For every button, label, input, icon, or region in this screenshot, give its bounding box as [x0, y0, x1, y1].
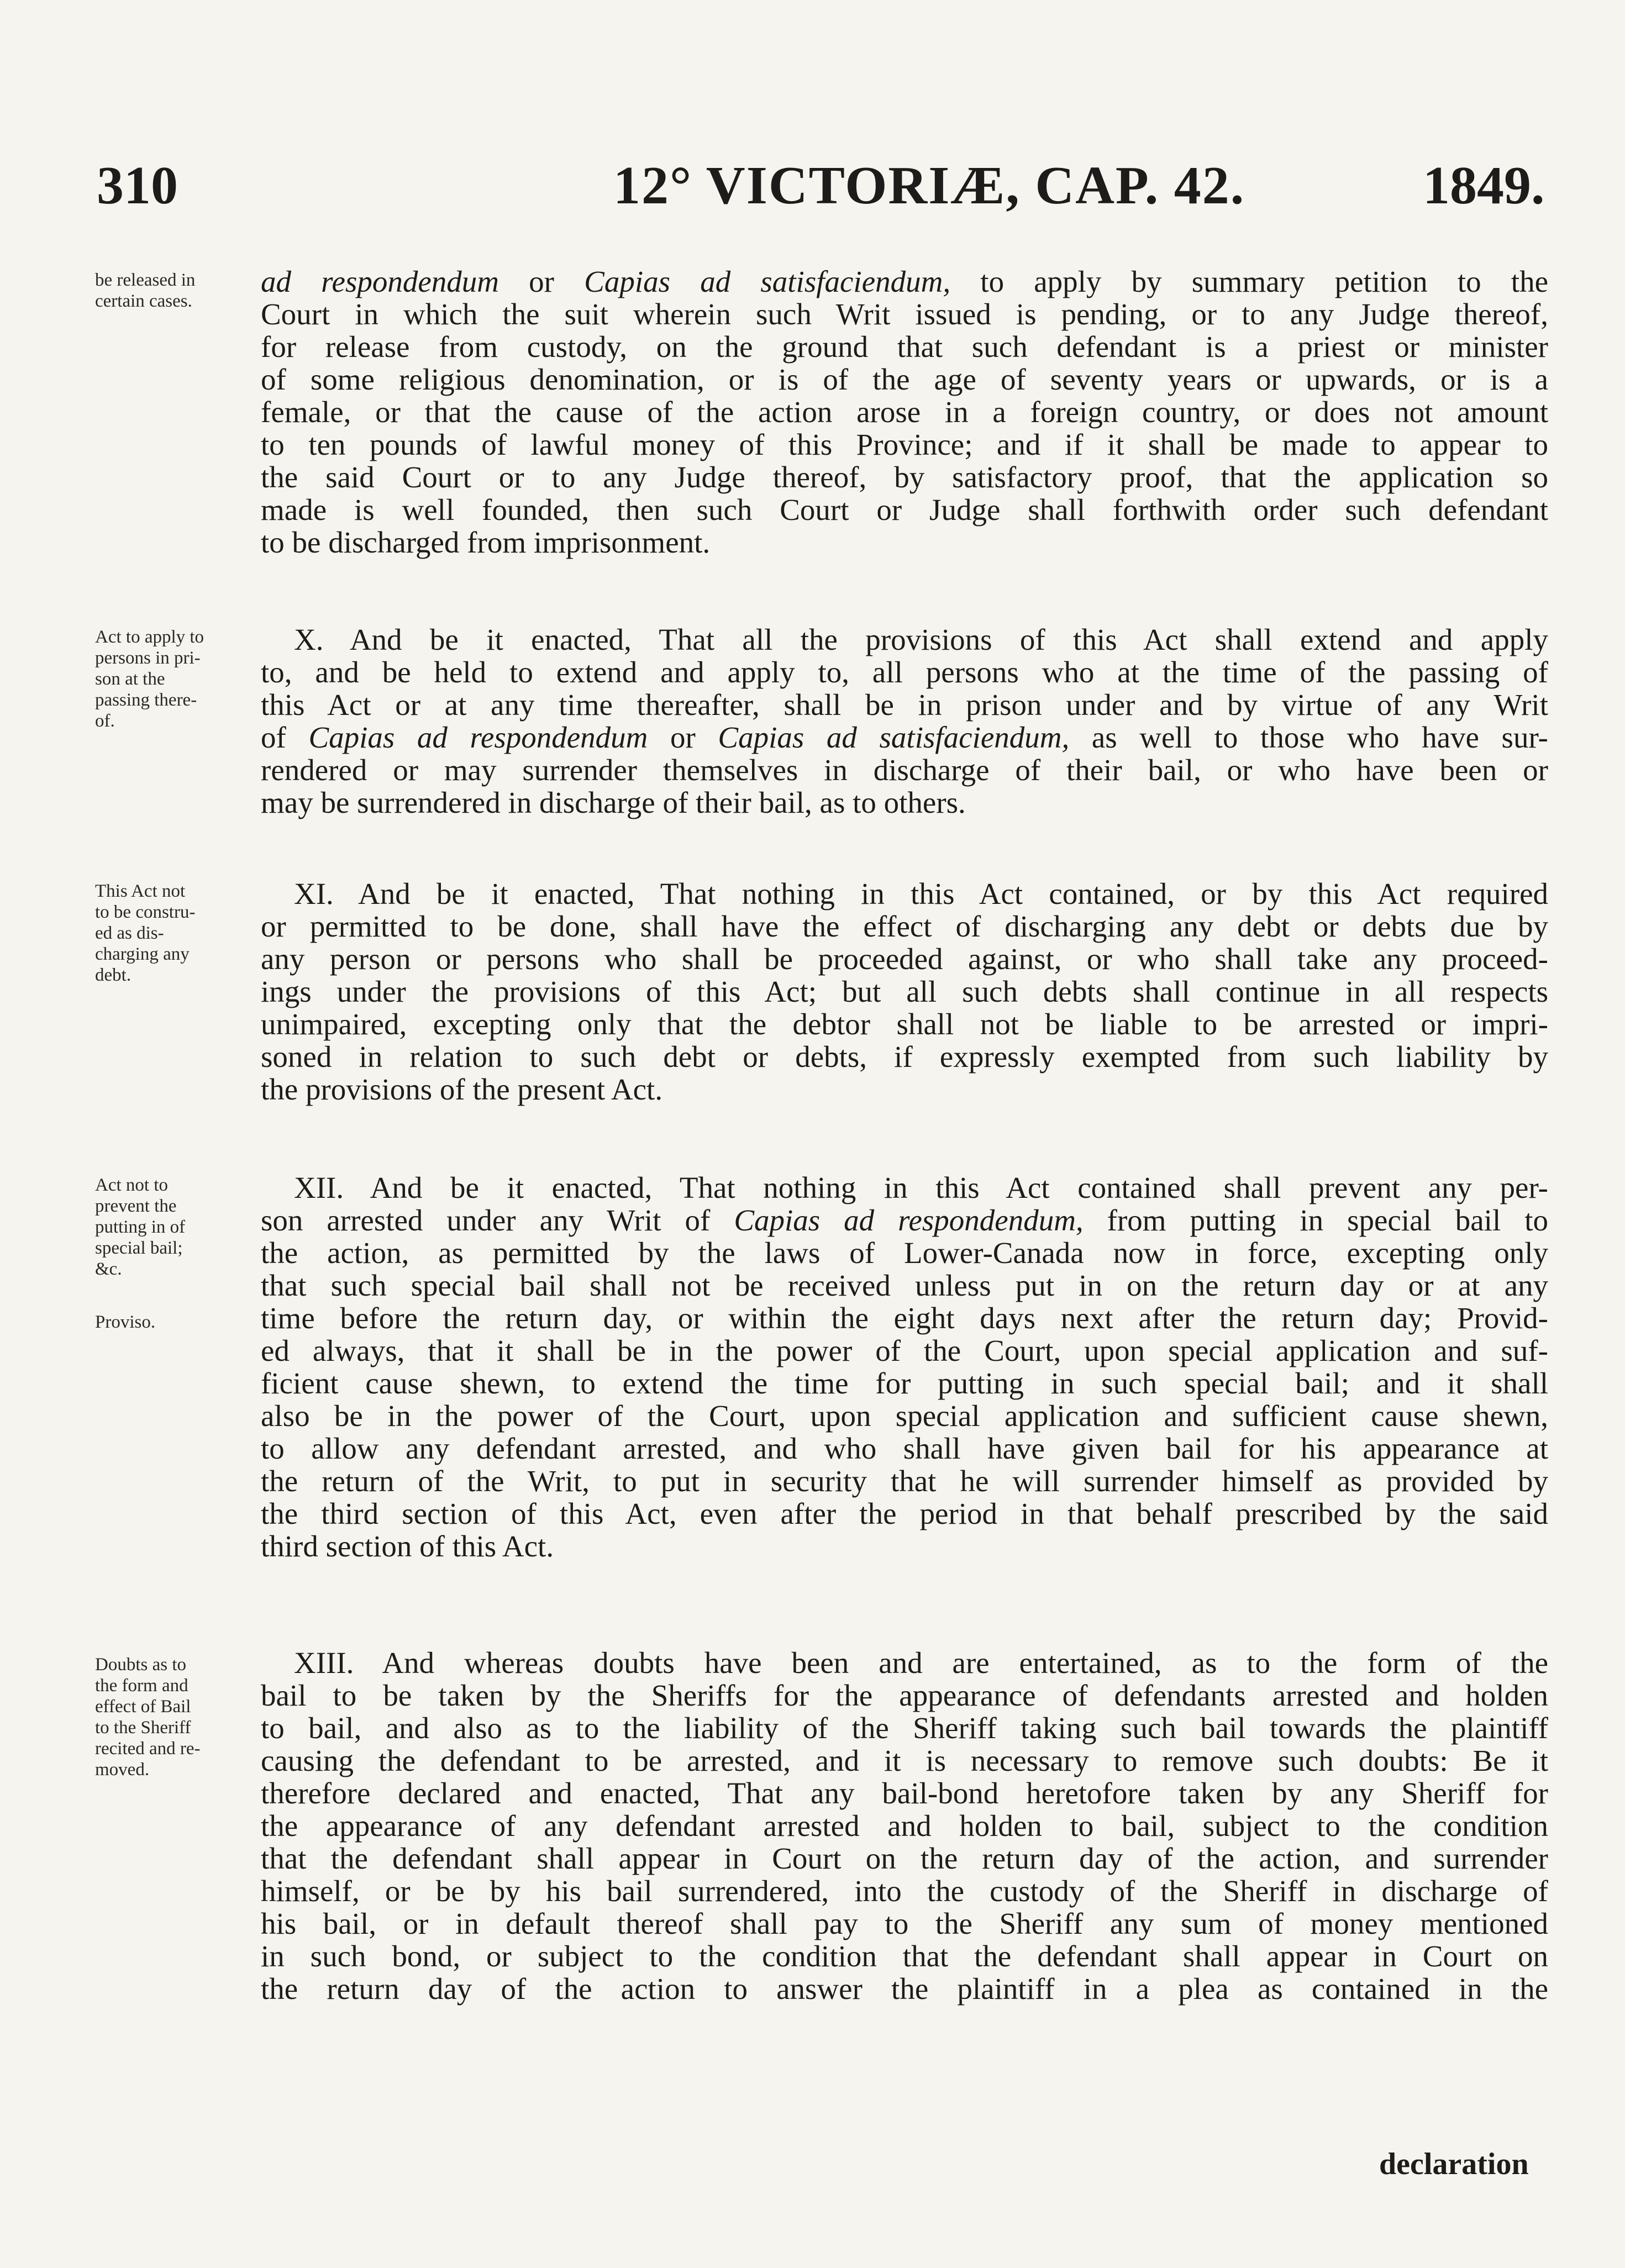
- text-line: his bail, or in default thereof shall pay to the Sheriff any sum of money mentioned: [261, 1907, 1548, 1940]
- paragraph: [261, 1171, 1548, 1562]
- text-line: the return day of the action to answer the plaintiff in a plea as contained in the: [261, 1972, 1548, 2006]
- text-line: the third section of this Act, even after the period in that behalf prescribed by the said: [261, 1497, 1548, 1530]
- text-line: to allow any defendant arrested, and who shall have given bail for his appearance at: [261, 1432, 1548, 1465]
- text-line: also be in the power of the Court, upon special application and sufficient cause shewn,: [261, 1399, 1548, 1433]
- text-line: XIII. And whereas doubts have been and are entertained, as to the form of the: [294, 1646, 1548, 1680]
- text-line: of Capias ad respondendum or Capias ad satisfaciendum, as well to those who have sur-: [261, 720, 1548, 754]
- text-line: the provisions of the present Act.: [261, 1072, 663, 1106]
- catchword: declaration: [1379, 2147, 1529, 2181]
- margin-note: Act to apply to persons in pri- son at the passing there- of.: [95, 627, 204, 731]
- text-line: for release from custody, on the ground that such defendant is a priest or minister: [261, 330, 1548, 364]
- text-line: ings under the provisions of this Act; but all such debts shall continue in all respects: [261, 975, 1548, 1008]
- text-line: himself, or be by his bail surrendered, into the custody of the Sheriff in discharge of: [261, 1874, 1548, 1908]
- page-header: [0, 127, 1625, 221]
- text-line: ed always, that it shall be in the power of the Court, upon special application and suf-: [261, 1334, 1548, 1367]
- text-line: Court in which the suit wherein such Writ issued is pending, or to any Judge thereof,: [261, 297, 1548, 331]
- text-line: may be surrendered in discharge of their bail, as to others.: [261, 786, 966, 819]
- text-line: to ten pounds of lawful money of this Province; and if it shall be made to appear to: [261, 428, 1548, 461]
- text-line: ficient cause shewn, to extend the time for putting in such special bail; and it shall: [261, 1366, 1548, 1400]
- text-line: causing the defendant to be arrested, and it is necessary to remove such doubts: Be it: [261, 1744, 1548, 1777]
- text-line: the appearance of any defendant arrested and holden to bail, subject to the condition: [261, 1809, 1548, 1843]
- paragraph: [261, 877, 1548, 1106]
- text-line: rendered or may surrender themselves in discharge of their bail, or who have been or: [261, 753, 1548, 787]
- margin-note: Doubts as to the form and effect of Bail to the Sheriff recited and re- moved.: [95, 1655, 201, 1780]
- text-line: XI. And be it enacted, That nothing in this Act contained, or by this Act required: [294, 877, 1548, 911]
- text-line: bail to be taken by the Sheriffs for the appearance of defendants arrested and holden: [261, 1678, 1548, 1712]
- text-line: to be discharged from imprisonment.: [261, 525, 711, 559]
- text-line: soned in relation to such debt or debts, if expressly exempted from such liability by: [261, 1040, 1548, 1074]
- text-line: made is well founded, then such Court or Judge shall forthwith order such defendant: [261, 493, 1548, 527]
- text-line: son arrested under any Writ of Capias ad respondendum, from putting in special bail to: [261, 1203, 1548, 1237]
- text-line: X. And be it enacted, That all the provisions of this Act shall extend and apply: [294, 623, 1548, 656]
- margin-note: This Act not to be constru- ed as dis- charging any debt.: [95, 881, 196, 985]
- text-line: any person or persons who shall be proceeded against, or who shall take any proceed-: [261, 942, 1548, 976]
- text-line: that such special bail shall not be received unless put in on the return day or at any: [261, 1269, 1548, 1302]
- page-title: 12° VICTORIÆ, CAP. 42.: [613, 156, 1245, 215]
- text-line: this Act or at any time thereafter, shall be in prison under and by virtue of any Writ: [261, 688, 1548, 722]
- paragraph: [261, 1646, 1548, 2005]
- text-line: time before the return day, or within the eight days next after the return day; Provid-: [261, 1301, 1548, 1335]
- paragraph: [261, 623, 1548, 819]
- text-line: third section of this Act.: [261, 1529, 554, 1563]
- text-line: female, or that the cause of the action arose in a foreign country, or does not amount: [261, 395, 1548, 429]
- proviso-note: Proviso.: [95, 1312, 156, 1332]
- text-line: that the defendant shall appear in Court on the return day of the action, and surrender: [261, 1841, 1548, 1875]
- text-line: to, and be held to extend and apply to, all persons who at the time of the passing of: [261, 655, 1548, 689]
- text-line: in such bond, or subject to the condition that the defendant shall appear in Court on: [261, 1939, 1548, 1973]
- text-line: the return of the Writ, to put in security that he will surrender himself as provided by: [261, 1464, 1548, 1498]
- margin-note: Act not to prevent the putting in of special bail; &c. Proviso.: [95, 1175, 186, 1332]
- text-line: to bail, and also as to the liability of the Sheriff taking such bail towards the plaintiff: [261, 1711, 1548, 1745]
- text-line: unimpaired, excepting only that the debtor shall not be liable to be arrested or impri-: [261, 1007, 1548, 1041]
- text-line: the said Court or to any Judge thereof, by satisfactory proof, that the application so: [261, 460, 1548, 494]
- text-line: or permitted to be done, shall have the effect of discharging any debt or debts due by: [261, 909, 1548, 943]
- page-number: 310: [97, 156, 178, 215]
- margin-note: be released in certain cases.: [95, 270, 196, 311]
- paragraph: [261, 265, 1548, 559]
- text-line: therefore declared and enacted, That any bail-bond heretofore taken by any Sheriff for: [261, 1776, 1548, 1810]
- text-line: ad respondendum or Capias ad satisfaciendum, to apply by summary petition to the: [261, 265, 1548, 298]
- text-line: the action, as permitted by the laws of Lower-Canada now in force, excepting only: [261, 1236, 1548, 1270]
- text-line: XII. And be it enacted, That nothing in this Act contained shall prevent any per-: [294, 1171, 1548, 1204]
- text-line: of some religious denomination, or is of the age of seventy years or upwards, or is a: [261, 362, 1548, 396]
- page-year: 1849.: [1423, 156, 1545, 215]
